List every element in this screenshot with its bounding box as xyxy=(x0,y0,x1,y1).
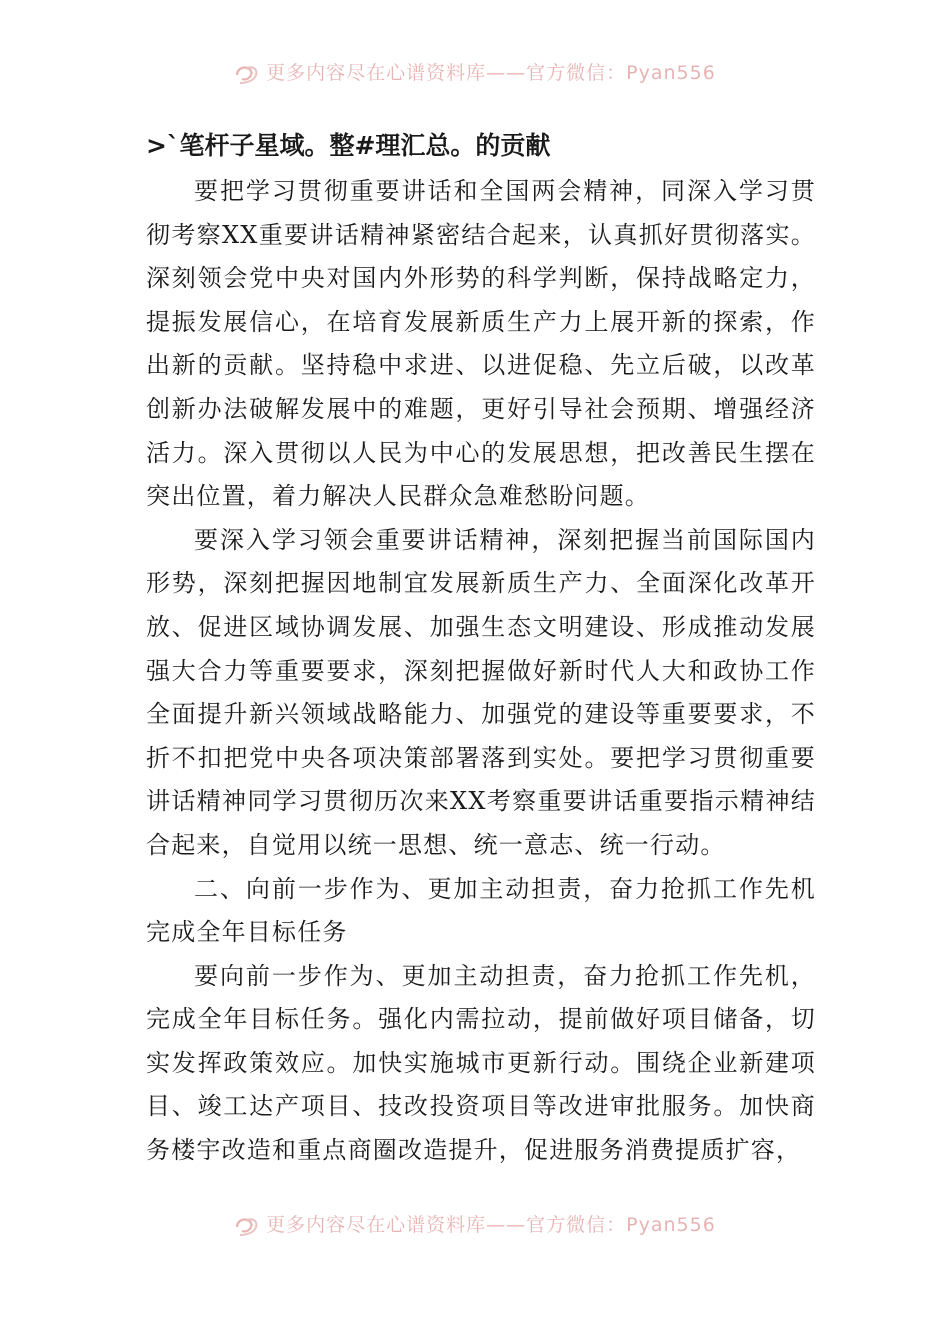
section-heading: >`笔杆子星域。整#理汇总。的贡献 xyxy=(146,131,551,160)
paragraph-3: 要向前一步作为、更加主动担责，奋力抢抓工作先机，完成全年目标任务。强化内需拉动，提前做好项目储备，切实发挥政策效应。加快实施城市更新行动。围绕企业新建项目、竣工达产项目、技改投资项目等改进审批服务。加快商务楼宇改造和重点商圈改造提升，促进服务消费提质扩容， xyxy=(146,961,816,1165)
watermark-logo-icon xyxy=(234,63,260,85)
section-title-2: 二、向前一步作为、更加主动担责，奋力抢抓工作先机完成全年目标任务 xyxy=(146,874,816,947)
paragraph-2: 要深入学习领会重要讲话精神，深刻把握当前国际国内形势，深刻把握因地制宜发展新质生产力、全面深化改革开放、促进区域协调发展、加强生态文明建设、形成推动发展强大合力等重要要求，深刻把握做好新时代人大和政协工作全面提升新兴领域战略能力、加强党的建设等重要要求，不折不扣把党中央各项决策部署落到实处。要把学习贯彻重要讲话精神同学习贯彻历次来XX考察重要讲话重要指示精神结合起来，自觉用以统一思想、统一意志、统一行动。 xyxy=(146,525,816,859)
paragraph-1: 要把学习贯彻重要讲话和全国两会精神，同深入学习贯彻考察XX重要讲话精神紧密结合起来，认真抓好贯彻落实。深刻领会党中央对国内外形势的科学判断，保持战略定力，提振发展信心，在培育发展新质生产力上展开新的探索，作出新的贡献。坚持稳中求进、以进促稳、先立后破，以改革创新办法破解发展中的难题，更好引导社会预期、增强经济活力。深入贯彻以人民为中心的发展思想，把改善民生摆在突出位置，着力解决人民群众急难愁盼问题。 xyxy=(146,177,816,511)
watermark-logo-icon xyxy=(234,1215,260,1237)
watermark-header xyxy=(0,58,950,85)
document-body xyxy=(146,126,816,1173)
watermark-text: 更多内容尽在心谱资料库——官方微信：Pyan556 xyxy=(266,1214,716,1236)
watermark-text: 更多内容尽在心谱资料库——官方微信：Pyan556 xyxy=(266,62,716,84)
watermark-footer xyxy=(0,1210,950,1237)
